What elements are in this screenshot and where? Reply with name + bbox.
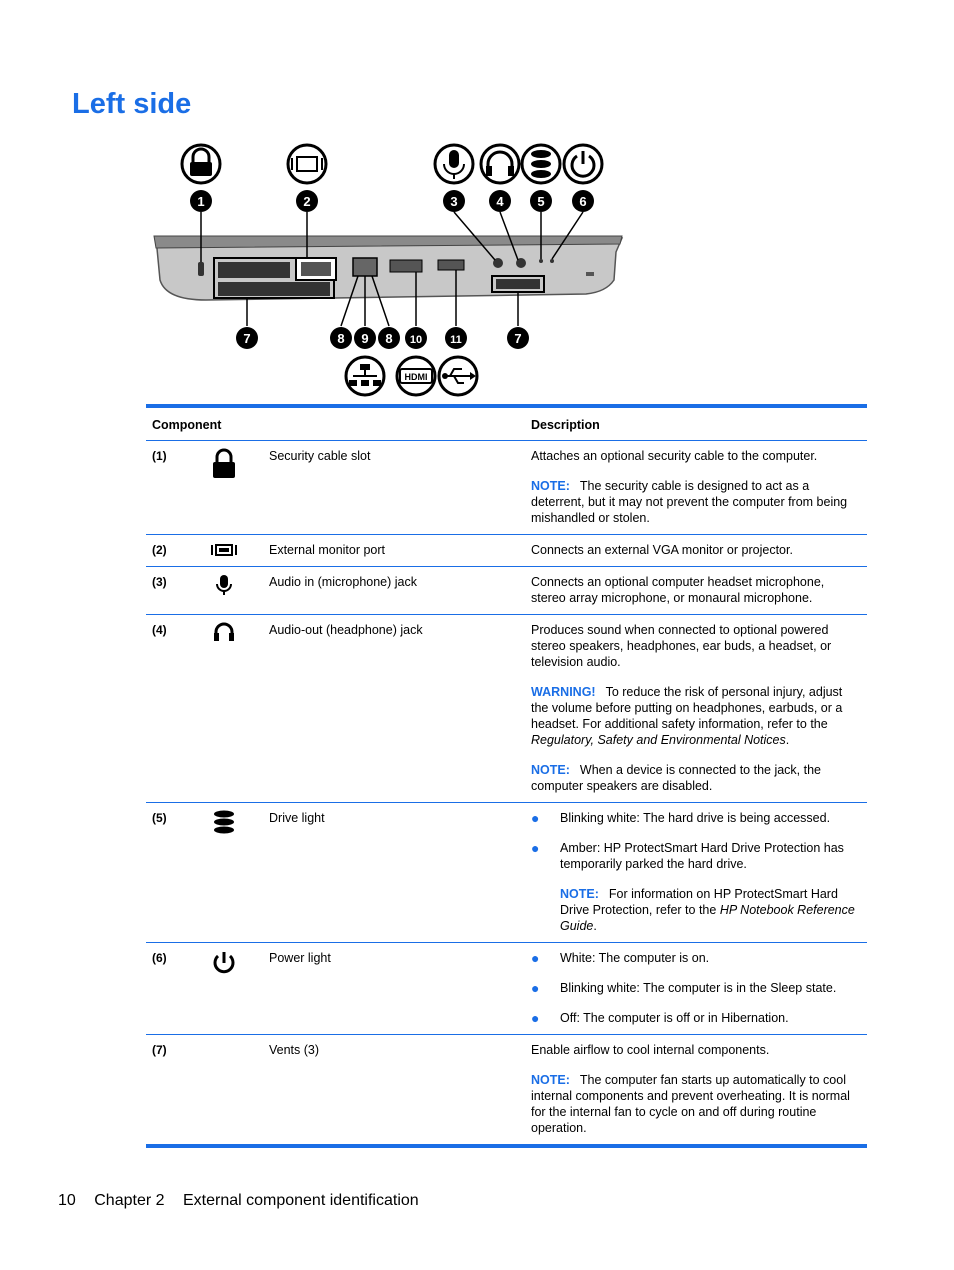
bullet-text: Blinking white: The computer is in the Sleep state. (560, 981, 837, 995)
component-name: Audio in (microphone) jack (263, 567, 525, 615)
page-footer (58, 1192, 433, 1210)
table-row (146, 567, 867, 615)
table-row (146, 803, 867, 943)
note-label: NOTE: (531, 763, 570, 777)
page-title: Left side (72, 88, 192, 120)
row-number: (7) (146, 1035, 205, 1147)
chapter-title: External component identification (182, 1192, 419, 1209)
monitor-icon (211, 542, 237, 558)
note-end: . (593, 919, 597, 933)
microphone-icon (211, 574, 237, 596)
note (531, 762, 861, 794)
note-text: The computer fan starts up automatically to cool internal components and prevent overheating. It is normal for the internal fan to cycle on and off during routine operation. (531, 1073, 850, 1135)
callout-8-b: 8 (385, 331, 393, 346)
callout-7-left: 7 (243, 331, 251, 346)
note-text: The security cable is designed to act as a deterrent, but it may not prevent the computer from being mishandled or stolen. (531, 479, 848, 525)
header-component: Component (146, 406, 525, 441)
hdmi-icon (397, 357, 435, 395)
table-row (146, 441, 867, 535)
table-header-row (146, 406, 867, 441)
headphone-icon (211, 622, 237, 642)
list-item: ● Amber: HP ProtectSmart Hard Drive Protection has temporarily parked the hard drive. NOTE: For information on HP ProtectSmart Hard Drive Protection, refer to the HP Notebook Reference Guide. (531, 840, 861, 934)
note-reference: HP Notebook Reference Guide (560, 903, 855, 933)
list-item: ● Blinking white: The computer is in the Sleep state. (531, 980, 837, 996)
page-number: 10 (58, 1192, 76, 1209)
bullet-text: Blinking white: The hard drive is being accessed. (560, 811, 831, 825)
usb-icon (439, 357, 477, 395)
callout-3: 3 (450, 194, 458, 209)
row-number: (4) (146, 615, 205, 803)
component-table (146, 404, 867, 1148)
power-icon (564, 145, 602, 183)
lock-icon (182, 145, 220, 183)
component-name: Security cable slot (263, 441, 525, 535)
lock-icon (211, 448, 237, 480)
left-side-illustration (146, 140, 646, 400)
callout-1: 1 (197, 194, 205, 209)
network-icon (346, 357, 384, 395)
note (560, 886, 861, 934)
callout-7-right: 7 (514, 331, 522, 346)
row-number: (2) (146, 535, 205, 567)
note (531, 1072, 861, 1136)
note (531, 478, 861, 526)
note-label: NOTE: (531, 1073, 570, 1087)
note-label: NOTE: (531, 479, 570, 493)
callout-5: 5 (537, 194, 545, 209)
hdmi-label: HDMI (404, 372, 428, 382)
note-text: For information on HP ProtectSmart Hard Drive Protection, refer to the (560, 887, 838, 917)
note-text: When a device is connected to the jack, the computer speakers are disabled. (531, 763, 822, 793)
bullet-text: Amber: HP ProtectSmart Hard Drive Protection has temporarily parked the hard drive. (560, 841, 844, 871)
headphone-icon (481, 145, 519, 183)
header-description: Description (525, 406, 867, 441)
drive-icon (522, 145, 560, 183)
warning-reference: Regulatory, Safety and Environmental Notices (531, 733, 786, 747)
description-text: Enable airflow to cool internal components. (531, 1043, 770, 1057)
bullet-text: Off: The computer is off or in Hibernation. (560, 1011, 789, 1025)
list-item: ● White: The computer is on. (531, 950, 710, 966)
list-item: ● Off: The computer is off or in Hibernation. (531, 1010, 789, 1026)
table-row (146, 1035, 867, 1147)
bullet-text: White: The computer is on. (560, 951, 710, 965)
chapter-label: Chapter 2 (94, 1192, 165, 1209)
component-name: Power light (263, 943, 525, 1035)
description-text: Connects an external VGA monitor or projector. (531, 543, 793, 557)
callout-10: 10 (409, 334, 423, 346)
table-row (146, 535, 867, 567)
callout-6: 6 (579, 194, 587, 209)
callout-4: 4 (496, 194, 504, 209)
component-name: Drive light (263, 803, 525, 943)
table-row (146, 943, 867, 1035)
note-label: NOTE: (560, 887, 599, 901)
row-number: (5) (146, 803, 205, 943)
callout-11: 11 (450, 334, 462, 346)
row-number: (1) (146, 441, 205, 535)
description-text: Attaches an optional security cable to the computer. (531, 449, 818, 463)
table-row (146, 615, 867, 803)
description-text: Connects an optional computer headset microphone, stereo array microphone, or monaural microphone. (531, 575, 825, 605)
callout-8-a: 8 (337, 331, 345, 346)
drive-icon (211, 810, 237, 834)
monitor-icon (288, 145, 326, 183)
list-item: ● Blinking white: The hard drive is being accessed. (531, 810, 831, 826)
row-number: (6) (146, 943, 205, 1035)
bullet-list (531, 810, 861, 934)
description-text: Produces sound when connected to optional powered stereo speakers, headphones, ear buds, a headset, or television audio. (531, 623, 832, 669)
component-name: Vents (3) (263, 1035, 525, 1147)
row-number: (3) (146, 567, 205, 615)
warning-text: To reduce the risk of personal injury, adjust the volume before putting on headphones, earbuds, or a headset. For additional safety information, refer to the (531, 685, 843, 731)
callout-9: 9 (361, 331, 369, 346)
bullet-list (531, 950, 861, 1026)
warning-label: WARNING! (531, 685, 596, 699)
warning (531, 684, 861, 748)
power-icon (211, 950, 237, 976)
component-name: Audio-out (headphone) jack (263, 615, 525, 803)
callout-2: 2 (303, 194, 311, 209)
warning-end: . (785, 733, 790, 747)
component-name: External monitor port (263, 535, 525, 567)
microphone-icon (435, 145, 473, 183)
